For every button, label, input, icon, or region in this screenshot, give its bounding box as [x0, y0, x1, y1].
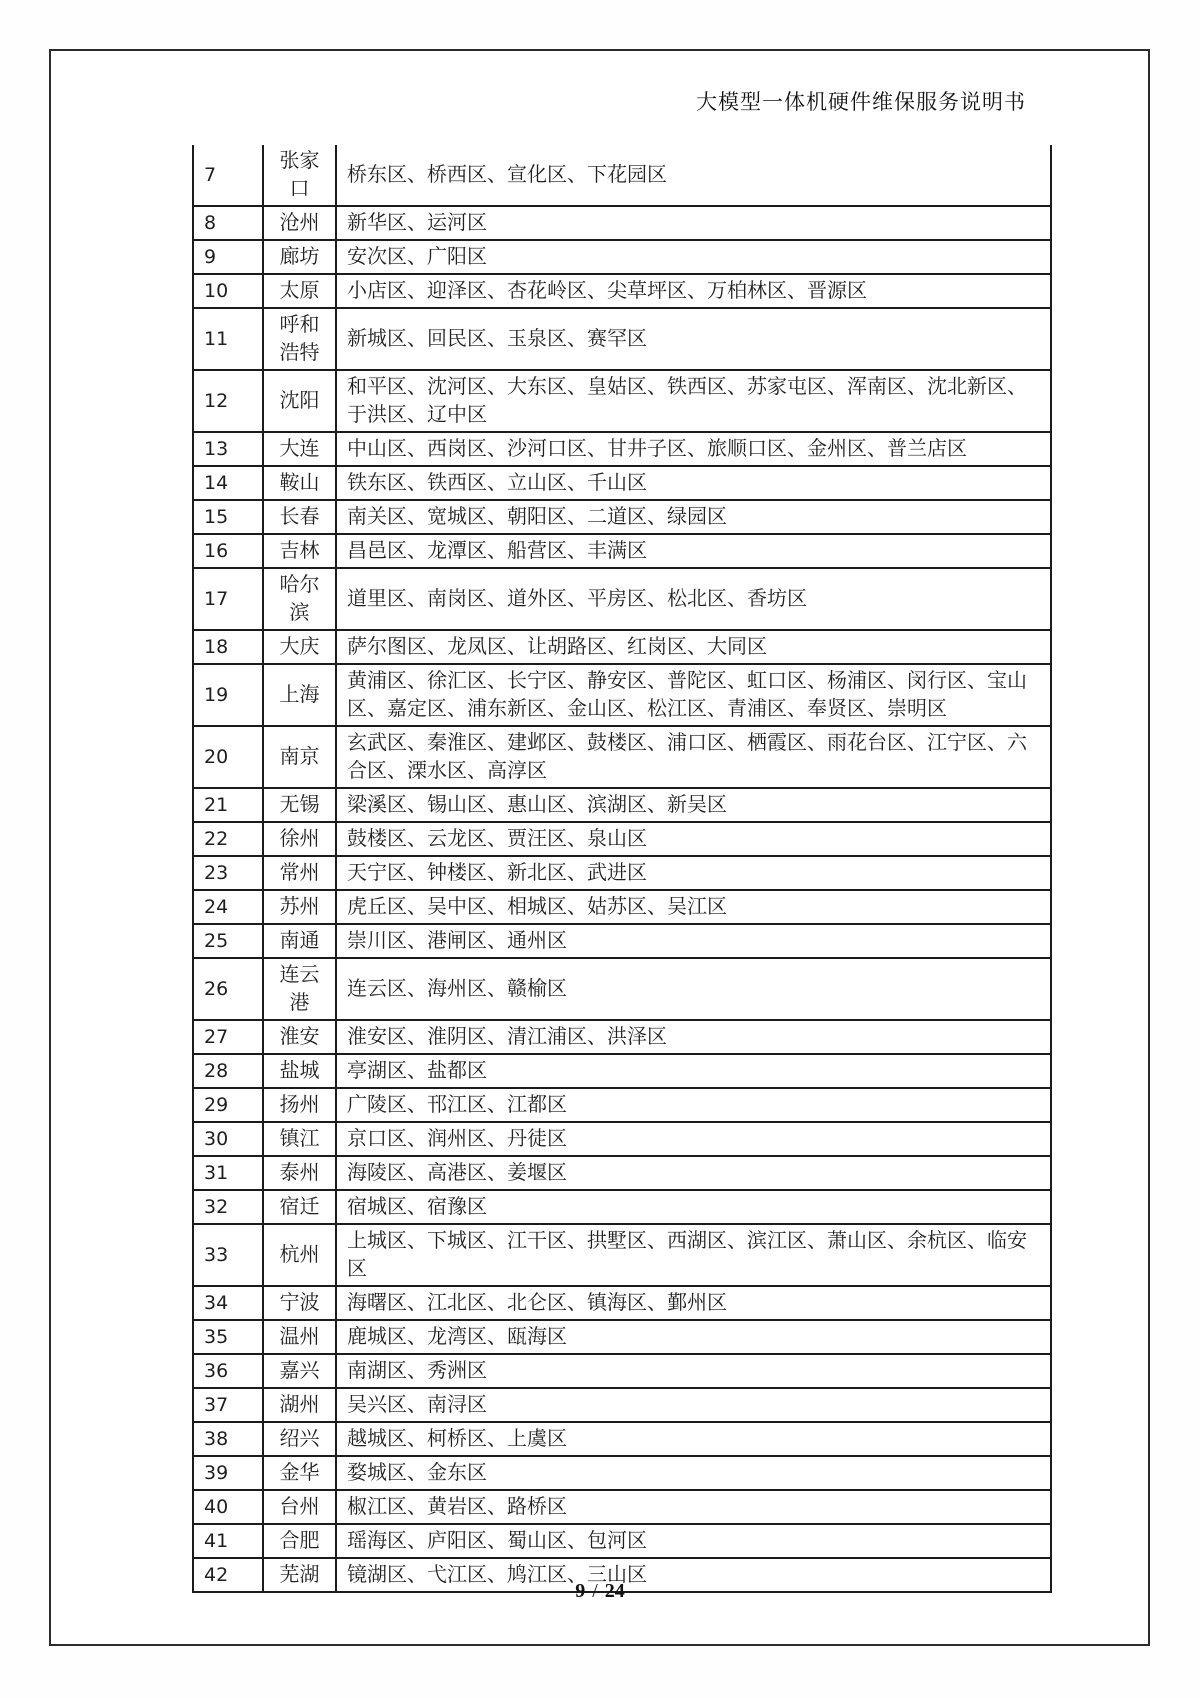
table-row [193, 1224, 1051, 1286]
districts-cell: 道里区、南岗区、道外区、平房区、松北区、香坊区 [336, 568, 1051, 630]
city-cell: 连云港 [263, 958, 336, 1020]
city-cell: 杭州 [263, 1224, 336, 1286]
row-number-cell: 31 [193, 1156, 263, 1190]
row-number-cell: 16 [193, 534, 263, 568]
districts-cell: 桥东区、桥西区、宣化区、下花园区 [336, 145, 1051, 206]
table-row [193, 726, 1051, 788]
city-cell: 哈尔滨 [263, 568, 336, 630]
city-cell: 盐城 [263, 1054, 336, 1088]
city-cell: 湖州 [263, 1388, 336, 1422]
row-number-cell: 38 [193, 1422, 263, 1456]
table-row [193, 1054, 1051, 1088]
table-row [193, 466, 1051, 500]
districts-cell: 玄武区、秦淮区、建邺区、鼓楼区、浦口区、栖霞区、雨花台区、江宁区、六合区、溧水区、高淳区 [336, 726, 1051, 788]
city-cell: 沧州 [263, 206, 336, 240]
districts-cell: 亭湖区、盐都区 [336, 1054, 1051, 1088]
row-number-cell: 34 [193, 1286, 263, 1320]
table-row [193, 1190, 1051, 1224]
city-cell: 长春 [263, 500, 336, 534]
city-cell: 大连 [263, 432, 336, 466]
table-row [193, 1524, 1051, 1558]
city-cell: 呼和浩特 [263, 308, 336, 370]
districts-cell: 新华区、运河区 [336, 206, 1051, 240]
city-cell: 苏州 [263, 890, 336, 924]
table-row [193, 958, 1051, 1020]
districts-cell: 京口区、润州区、丹徒区 [336, 1122, 1051, 1156]
city-cell: 太原 [263, 274, 336, 308]
table-row [193, 500, 1051, 534]
districts-cell: 昌邑区、龙潭区、船营区、丰满区 [336, 534, 1051, 568]
city-cell: 镇江 [263, 1122, 336, 1156]
districts-cell: 中山区、西岗区、沙河口区、甘井子区、旅顺口区、金州区、普兰店区 [336, 432, 1051, 466]
city-cell: 台州 [263, 1490, 336, 1524]
row-number-cell: 23 [193, 856, 263, 890]
row-number-cell: 13 [193, 432, 263, 466]
row-number-cell: 18 [193, 630, 263, 664]
table-row [193, 1286, 1051, 1320]
city-cell: 徐州 [263, 822, 336, 856]
districts-cell: 鹿城区、龙湾区、瓯海区 [336, 1320, 1051, 1354]
districts-cell: 海陵区、高港区、姜堰区 [336, 1156, 1051, 1190]
districts-cell: 吴兴区、南浔区 [336, 1388, 1051, 1422]
row-number-cell: 29 [193, 1088, 263, 1122]
row-number-cell: 30 [193, 1122, 263, 1156]
row-number-cell: 27 [193, 1020, 263, 1054]
city-cell: 鞍山 [263, 466, 336, 500]
table-row [193, 1320, 1051, 1354]
table-row [193, 274, 1051, 308]
table-row [193, 822, 1051, 856]
city-cell: 吉林 [263, 534, 336, 568]
districts-cell: 萨尔图区、龙凤区、让胡路区、红岗区、大同区 [336, 630, 1051, 664]
city-cell: 合肥 [263, 1524, 336, 1558]
city-cell: 泰州 [263, 1156, 336, 1190]
districts-cell: 上城区、下城区、江干区、拱墅区、西湖区、滨江区、萧山区、余杭区、临安区 [336, 1224, 1051, 1286]
districts-cell: 海曙区、江北区、北仑区、镇海区、鄞州区 [336, 1286, 1051, 1320]
row-number-cell: 19 [193, 664, 263, 726]
city-cell: 张家口 [263, 145, 336, 206]
row-number-cell: 15 [193, 500, 263, 534]
row-number-cell: 22 [193, 822, 263, 856]
row-number-cell: 35 [193, 1320, 263, 1354]
city-cell: 上海 [263, 664, 336, 726]
table-row [193, 664, 1051, 726]
table-row [193, 1456, 1051, 1490]
table-row [193, 1354, 1051, 1388]
page-number-total: 24 [604, 1580, 625, 1602]
row-number-cell: 8 [193, 206, 263, 240]
row-number-cell: 10 [193, 274, 263, 308]
table-row [193, 1156, 1051, 1190]
districts-cell: 黄浦区、徐汇区、长宁区、静安区、普陀区、虹口区、杨浦区、闵行区、宝山区、嘉定区、浦东新区、金山区、松江区、青浦区、奉贤区、崇明区 [336, 664, 1051, 726]
districts-cell: 连云区、海州区、赣榆区 [336, 958, 1051, 1020]
row-number-cell: 37 [193, 1388, 263, 1422]
row-number-cell: 9 [193, 240, 263, 274]
table-row [193, 924, 1051, 958]
row-number-cell: 32 [193, 1190, 263, 1224]
city-cell: 无锡 [263, 788, 336, 822]
row-number-cell: 41 [193, 1524, 263, 1558]
table-row [193, 1422, 1051, 1456]
city-cell: 大庆 [263, 630, 336, 664]
table-row [193, 308, 1051, 370]
city-cell: 绍兴 [263, 1422, 336, 1456]
districts-cell: 安次区、广阳区 [336, 240, 1051, 274]
city-cell: 南通 [263, 924, 336, 958]
districts-cell: 椒江区、黄岩区、路桥区 [336, 1490, 1051, 1524]
city-cell: 宁波 [263, 1286, 336, 1320]
city-cell: 淮安 [263, 1020, 336, 1054]
districts-cell: 梁溪区、锡山区、惠山区、滨湖区、新吴区 [336, 788, 1051, 822]
table-body [193, 145, 1051, 1592]
districts-cell: 小店区、迎泽区、杏花岭区、尖草坪区、万柏林区、晋源区 [336, 274, 1051, 308]
page-footer [0, 1580, 1200, 1603]
table-row [193, 1388, 1051, 1422]
row-number-cell: 21 [193, 788, 263, 822]
table-row [193, 1020, 1051, 1054]
row-number-cell: 42 [193, 1558, 263, 1592]
page-number-separator: / [592, 1580, 598, 1602]
document-header-title: 大模型一体机硬件维保服务说明书 [696, 90, 1026, 114]
table-row [193, 568, 1051, 630]
city-cell: 扬州 [263, 1088, 336, 1122]
table-row [193, 788, 1051, 822]
table-row [193, 240, 1051, 274]
table-row [193, 630, 1051, 664]
row-number-cell: 14 [193, 466, 263, 500]
districts-cell: 天宁区、钟楼区、新北区、武进区 [336, 856, 1051, 890]
districts-cell: 和平区、沈河区、大东区、皇姑区、铁西区、苏家屯区、浑南区、沈北新区、于洪区、辽中区 [336, 370, 1051, 432]
districts-cell: 广陵区、邗江区、江都区 [336, 1088, 1051, 1122]
districts-cell: 婺城区、金东区 [336, 1456, 1051, 1490]
table-row [193, 432, 1051, 466]
city-cell: 常州 [263, 856, 336, 890]
districts-cell: 南关区、宽城区、朝阳区、二道区、绿园区 [336, 500, 1051, 534]
row-number-cell: 17 [193, 568, 263, 630]
table-row [193, 145, 1051, 206]
row-number-cell: 11 [193, 308, 263, 370]
districts-cell: 新城区、回民区、玉泉区、赛罕区 [336, 308, 1051, 370]
districts-cell: 崇川区、港闸区、通州区 [336, 924, 1051, 958]
city-cell: 沈阳 [263, 370, 336, 432]
table-row [193, 856, 1051, 890]
row-number-cell: 12 [193, 370, 263, 432]
districts-cell: 越城区、柯桥区、上虞区 [336, 1422, 1051, 1456]
city-cell: 南京 [263, 726, 336, 788]
city-cell: 宿迁 [263, 1190, 336, 1224]
row-number-cell: 20 [193, 726, 263, 788]
row-number-cell: 40 [193, 1490, 263, 1524]
city-cell: 廊坊 [263, 240, 336, 274]
city-district-table [192, 145, 1052, 1593]
districts-cell: 虎丘区、吴中区、相城区、姑苏区、吴江区 [336, 890, 1051, 924]
city-cell: 嘉兴 [263, 1354, 336, 1388]
districts-cell: 淮安区、淮阴区、清江浦区、洪泽区 [336, 1020, 1051, 1054]
table-row [193, 1122, 1051, 1156]
districts-cell: 瑶海区、庐阳区、蜀山区、包河区 [336, 1524, 1051, 1558]
row-number-cell: 33 [193, 1224, 263, 1286]
table-row [193, 890, 1051, 924]
row-number-cell: 26 [193, 958, 263, 1020]
row-number-cell: 36 [193, 1354, 263, 1388]
table-row [193, 370, 1051, 432]
table-row [193, 1490, 1051, 1524]
table-row [193, 534, 1051, 568]
table-row [193, 206, 1051, 240]
city-cell: 温州 [263, 1320, 336, 1354]
districts-cell: 铁东区、铁西区、立山区、千山区 [336, 466, 1051, 500]
page-number-current: 9 [575, 1580, 586, 1602]
row-number-cell: 7 [193, 145, 263, 206]
row-number-cell: 24 [193, 890, 263, 924]
districts-cell: 鼓楼区、云龙区、贾汪区、泉山区 [336, 822, 1051, 856]
city-cell: 芜湖 [263, 1558, 336, 1592]
districts-cell: 宿城区、宿豫区 [336, 1190, 1051, 1224]
city-cell: 金华 [263, 1456, 336, 1490]
row-number-cell: 39 [193, 1456, 263, 1490]
districts-cell: 镜湖区、弋江区、鸠江区、三山区 [336, 1558, 1051, 1592]
row-number-cell: 28 [193, 1054, 263, 1088]
row-number-cell: 25 [193, 924, 263, 958]
table-row [193, 1088, 1051, 1122]
districts-cell: 南湖区、秀洲区 [336, 1354, 1051, 1388]
